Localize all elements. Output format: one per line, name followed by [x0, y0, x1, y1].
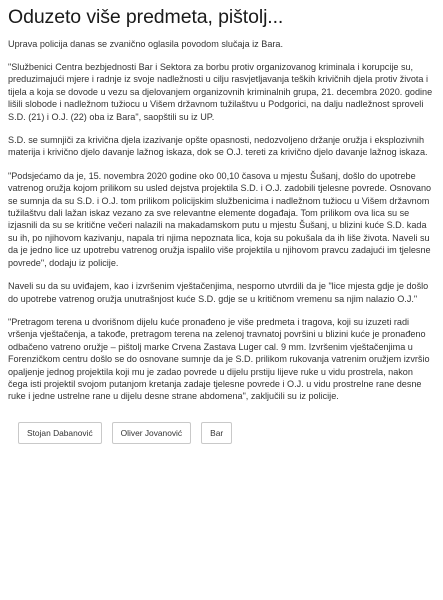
tag-list — [8, 414, 435, 444]
article-paragraph: "Službenici Centra bezbjednosti Bar i Sektora za borbu protiv organizovanog kriminala i korupcije su, preduzimajući mjere i radnje iz svoje nadležnosti u cilju rasvjetljavanja teških krivičnih djela protiv života i tijela a koja se dovode u vezu sa djelovanjem organizovnih kriminalnih grupa, 21. decembra 2020. godine lišili slobode i nadležnom tužiocu u Višem državnom tužilaštvu u Podgorici, na dalju nadležnost sproveli S.D. (21) i O.J. (22) oba iz Bara", saopštili su iz UP. — [8, 62, 433, 122]
article-paragraph: Naveli su da su uviđajem, kao i izvršenim vještačenjima, nesporno utvrdili da je "lice mjesta gdje je došlo do upotrebe vatrenog oružja unutrašnjost kuće S.D. gdje se u kritičnom vremenu sa njim nalazio O.J." — [8, 281, 429, 304]
article-title: Oduzeto više predmeta, pištolj... — [8, 6, 284, 28]
article-lead: Uprava policija danas se zvanično oglasila povodom slučaja iz Bara. — [8, 39, 283, 49]
tag-oliver-jovanovic[interactable]: Oliver Jovanović — [112, 422, 191, 444]
article-paragraph: "Pretragom terena u dvorišnom dijelu kuće pronađeno je više predmeta i tragova, koji su izuzeti radi vršenja vještačenja, a takođe, pretragom terena na zelenoj travnatoj površini u blizini kuće je pronađeno odbačeno vatreno oružje – pištolj marke Crvena Zastava Luger cal. 9 mm. Izvršenim vještačenjima u Forenzičkom centru došlo se do osnovane sumnje da je S.D. prilikom rukovanja vatrenim oružjem izvršio opaljenje jednog projektila koji mu je zadao povrede u dijelu prstiju lijeve ruke u vidu prostrela, nakon čega isti projektil svojom putanjom kretanja zadaje tjelesne povrede i O.J. u vidu prostrelne rane desne ruke i jedne ustrelne rane u dijelu desne strane abdomena", zaključili su iz policije. — [8, 316, 430, 402]
article-paragraph: "Podsjećamo da je, 15. novembra 2020 godine oko 00,10 časova u mjestu Šušanj, došlo do upotrebe vatrenog oružja kojom prilikom su usled dejstva projektila S.D. i O.J. zadobili tjelesne povrede. Osnovano se sumnja da su S.D. i O.J. tom prilikom policijskim službenicima i nadležnom tužiocu u Višem državnom tužilaštvu dali lažan iskaz vezano za sve relevantne elemente događaja. Tom prilikom ova lica su se izjasnili da su se kritične večeri nalazili na makadamskom putu u mjestu Šušanj, u blizini kuće S.D. kada su ih, po njihovom kazivanju, napala tri njima nepoznata lica, koja su pokušala da ih liše života. Naveli su da je jedno lice uz upotrebu vatrenog oružja ispalilo više projektila u njihovom pravcu zadajući im tjelesne povrede", dodaju iz policije. — [8, 170, 432, 268]
article-paragraph: S.D. se sumnjiči za krivična djela izazivanje opšte opasnosti, nedozvoljeno držanje oružja i eksplozivnih materija i krivično djelo davanje lažnog iskaza, dok se O.J. tereti za krivično djelo davanje lažnog iskaza. — [8, 135, 428, 158]
tag-stojan-dabanovic[interactable]: Stojan Dabanović — [18, 422, 102, 444]
tag-bar[interactable]: Bar — [201, 422, 232, 444]
